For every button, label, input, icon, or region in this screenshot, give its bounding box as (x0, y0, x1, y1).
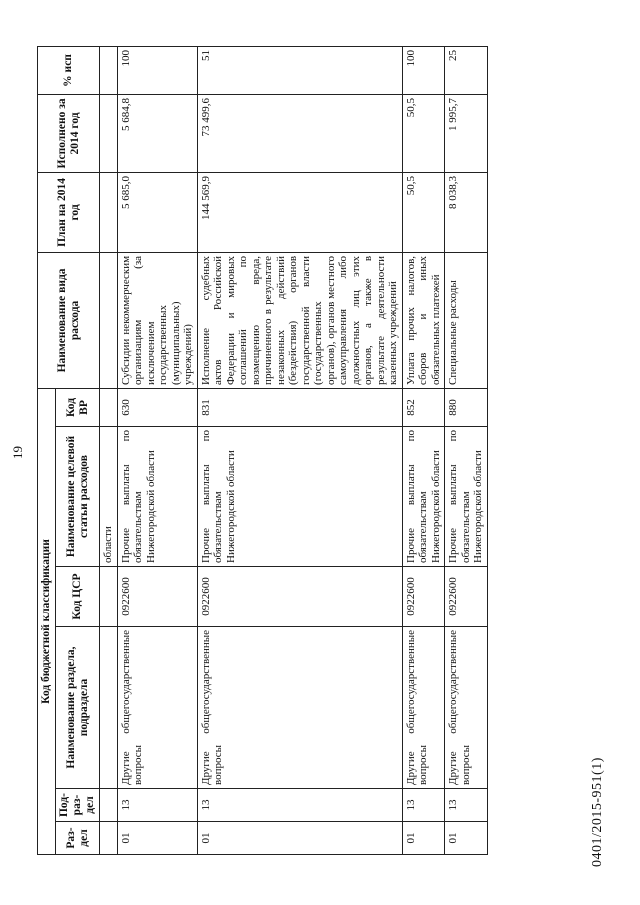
cell-podrazdel: 13 (402, 789, 445, 822)
header-pct: % исп (38, 46, 100, 94)
header-target: Наименование целевой статьи расходов (56, 427, 100, 567)
cell-podrazdel: 13 (445, 789, 488, 822)
header-csr: Код ЦСР (56, 567, 100, 627)
cell-pct: 25 (445, 46, 488, 94)
cell-target: Прочие выплаты по обязательствам Нижегородской области (445, 427, 488, 567)
header-fact: Исполнено за 2014 год (38, 94, 100, 172)
header-podrazdel: Под-раз-дел (56, 789, 100, 822)
cell-name: Другие общегосударственные вопросы (117, 627, 197, 789)
header-name: Наименование раздела, подраздела (56, 627, 100, 789)
cell-razdel: 01 (402, 822, 445, 855)
cell-plan: 144 569,9 (197, 172, 402, 252)
group-header: Код бюджетной классификации (38, 388, 56, 854)
cell-pct: 51 (197, 46, 402, 94)
cell-vr: 630 (117, 388, 197, 426)
table-row (117, 46, 197, 854)
header-plan: План на 2014 год (38, 172, 100, 252)
cell-vr-name: Уплата прочих налогов, сборов и иных обязательных платежей (402, 252, 445, 388)
cell-vr-name: Специальные расходы (445, 252, 488, 388)
cell-fact: 5 684,8 (117, 94, 197, 172)
cell-plan: 50,5 (402, 172, 445, 252)
header-vr-name: Наименование вида расхода (38, 252, 100, 388)
cell-name: Другие общегосударственные вопросы (197, 627, 402, 789)
cell-vr-name: Субсидии некоммерческим организациям (за исключением государственных (муниципальных) учреждений) (117, 252, 197, 388)
cell-vr-name: Исполнение судебных актов Российской Федерации и мировых соглашений по возмещению вреда, причиненного в результате незаконных действий (бездействия) органов государственной власти (государственных органов), органов местного самоуправления либо должностных лиц этих органов, а также в результате деятельности казенных учреждений (197, 252, 402, 388)
cell-razdel: 01 (445, 822, 488, 855)
carry-over-row (100, 46, 118, 854)
carry-over-target: области (100, 427, 118, 567)
cell-razdel: 01 (197, 822, 402, 855)
header-razdel: Раз-дел (56, 822, 100, 855)
cell-fact: 73 499,6 (197, 94, 402, 172)
cell-pct: 100 (117, 46, 197, 94)
cell-fact: 50,5 (402, 94, 445, 172)
cell-csr: 0922600 (117, 567, 197, 627)
cell-fact: 1 995,7 (445, 94, 488, 172)
cell-target: Прочие выплаты по обязательствам Нижегородской области (402, 427, 445, 567)
cell-razdel: 01 (117, 822, 197, 855)
cell-vr: 852 (402, 388, 445, 426)
header-vr: Код ВР (56, 388, 100, 426)
cell-csr: 0922600 (197, 567, 402, 627)
page-number: 19 (10, 446, 25, 459)
cell-vr: 880 (445, 388, 488, 426)
document-id: 0401/2015-951(1) (590, 757, 605, 867)
cell-name: Другие общегосударственные вопросы (402, 627, 445, 789)
table-row (197, 46, 402, 854)
cell-pct: 100 (402, 46, 445, 94)
cell-csr: 0922600 (445, 567, 488, 627)
cell-podrazdel: 13 (197, 789, 402, 822)
table-row (402, 46, 445, 854)
budget-table (37, 46, 488, 855)
cell-plan: 5 685,0 (117, 172, 197, 252)
cell-plan: 8 038,3 (445, 172, 488, 252)
cell-vr: 831 (197, 388, 402, 426)
cell-podrazdel: 13 (117, 789, 197, 822)
cell-target: Прочие выплаты по обязательствам Нижегородской области (197, 427, 402, 567)
cell-target: Прочие выплаты по обязательствам Нижегородской области (117, 427, 197, 567)
cell-csr: 0922600 (402, 567, 445, 627)
table-row (445, 46, 488, 854)
cell-name: Другие общегосударственные вопросы (445, 627, 488, 789)
